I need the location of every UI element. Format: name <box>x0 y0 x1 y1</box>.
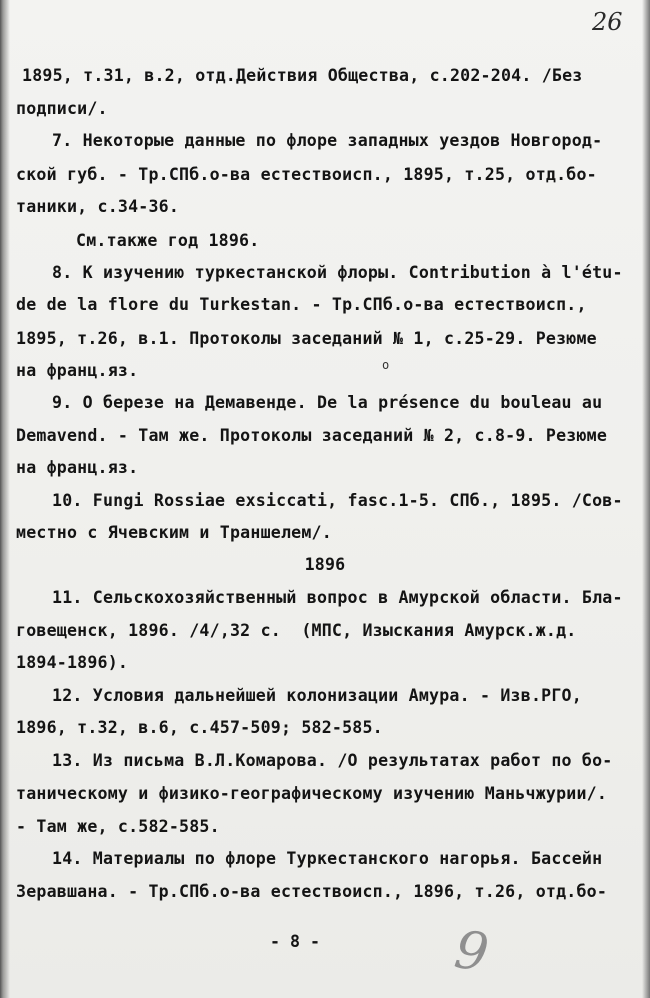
scan-edge-right <box>642 0 650 998</box>
text-line: таническому и физико-географическому изучению Маньчжурии/. <box>16 784 608 803</box>
text-line: говещенск, 1896. /4/,32 с. (МПС, Изыскания Амурск.ж.д. <box>16 621 577 640</box>
text-line: на франц.яз. <box>16 458 139 477</box>
text-line: 11. Сельскохозяйственный вопрос в Амурской области. Бла- <box>52 588 623 607</box>
text-line: 1895, т.26, в.1. Протоколы заседаний № 1, с.25-29. Резюме <box>16 329 597 348</box>
text-line: de de la flore du Turkestan. - Тр.СПб.о-ва естествоисп., <box>16 295 587 314</box>
text-line: таники, с.34-36. <box>16 197 180 216</box>
text-line: 8. К изучению туркестанской флоры. Contribution à l'étu- <box>52 263 623 282</box>
text-line: 1895, т.31, в.2, отд.Действия Общества, с.202-204. /Без <box>22 66 583 85</box>
text-line: 9. О березе на Демавенде. De la présence du bouleau au <box>52 393 603 412</box>
year-heading: 1896 <box>304 555 346 574</box>
text-line: 7. Некоторые данные по флоре западных уездов Новгород- <box>52 131 603 150</box>
text-line: Demavend. - Там же. Протоколы заседаний № 2, с.8-9. Резюме <box>16 426 608 445</box>
text-line: 10. Fungi Rossiae exsiccati, fasc.1-5. СПб., 1895. /Сов- <box>52 491 623 510</box>
text-line: 13. Из письма В.Л.Комарова. /О результатах работ по бо- <box>52 751 613 770</box>
text-line: ской губ. - Тр.СПб.о-ва естествоисп., 1895, т.25, отд.бо- <box>16 165 597 184</box>
text-line: местно с Ячевским и Траншелем/. <box>16 523 332 542</box>
text-line: Зеравшана. - Тр.СПб.о-ва естествоисп., 1896, т.26, отд.бо- <box>16 882 608 901</box>
text-line: на франц.яз. <box>16 361 139 380</box>
text-line: 12. Условия дальнейшей колонизации Амура. - Изв.РГО, <box>52 686 582 705</box>
text-line: 1896, т.32, в.6, с.457-509; 582-585. <box>16 718 383 737</box>
stray-mark: о <box>382 358 390 372</box>
text-line: 1894-1896). <box>16 653 129 672</box>
text-line: 14. Материалы по флоре Туркестанского нагорья. Бассейн <box>52 849 603 868</box>
handwritten-bottom-number: 9 <box>450 919 493 985</box>
text-line: подписи/. <box>16 99 108 118</box>
text-line: См.также год 1896. <box>76 231 260 250</box>
text-line: - Там же, с.582-585. <box>16 817 220 836</box>
page-folio: - 8 - <box>270 932 320 951</box>
scan-edge-left <box>0 0 10 998</box>
handwritten-page-number: 26 <box>592 8 623 36</box>
